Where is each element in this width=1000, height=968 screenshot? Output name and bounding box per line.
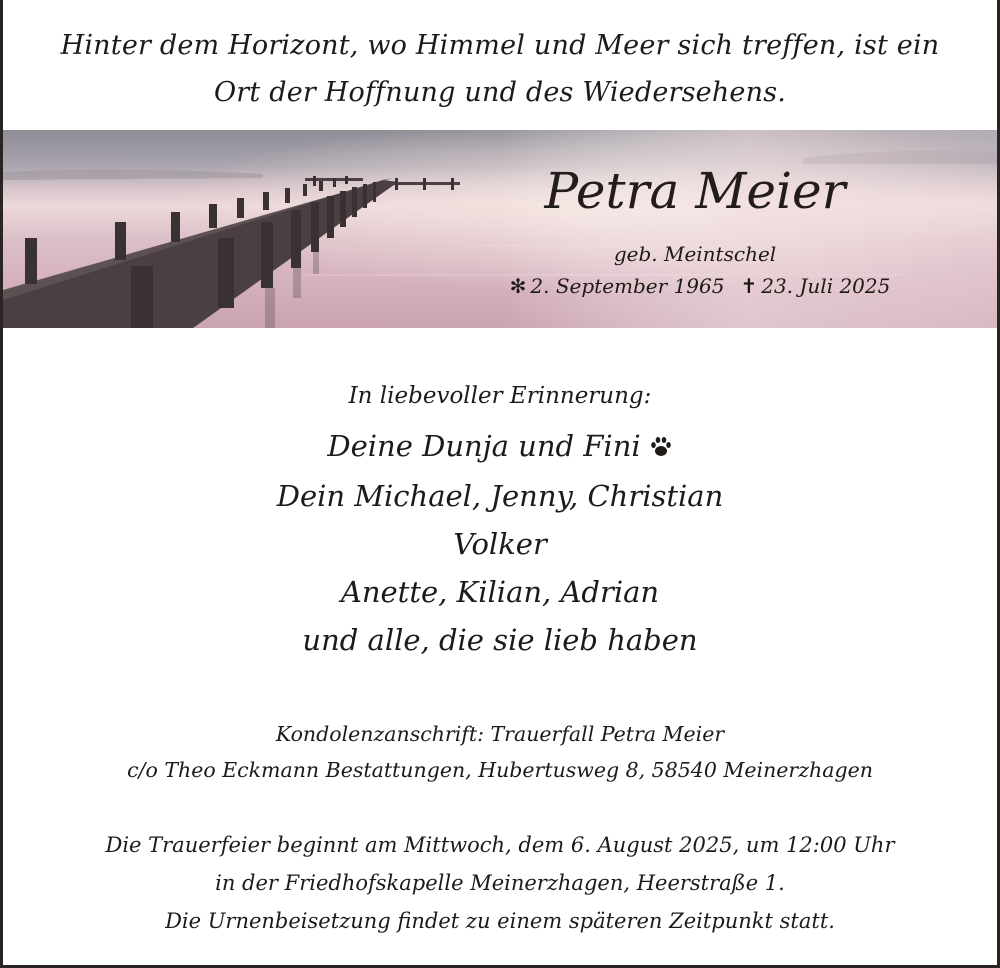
motto-quote: [0, 22, 1000, 116]
life-dates: [470, 272, 930, 300]
funeral-service-info: [0, 826, 1000, 940]
service-line-1: Die Trauerfeier beginnt am Mittwoch, dem 6. August 2025, um 12:00 Uhr: [105, 833, 895, 857]
service-line-3: Die Urnenbeisetzung findet zu einem späteren Zeitpunkt statt.: [165, 909, 835, 933]
death-date: 23. Juli 2025: [761, 274, 891, 298]
condolence-address: [0, 716, 1000, 788]
mourners-list: [0, 422, 1000, 664]
service-line-2: in der Friedhofskapelle Meinerzhagen, Heerstraße 1.: [215, 871, 785, 895]
motto-line-2: Ort der Hoffnung und des Wiedersehens.: [213, 77, 787, 108]
mourner-line: Anette, Kilian, Adrian: [340, 575, 660, 609]
birth-name: geb. Meintschel: [613, 242, 777, 266]
mourner-line: und alle, die sie lieb haben: [302, 623, 698, 657]
death-cross-icon: ✝: [740, 274, 758, 298]
paw-print-icon: [649, 424, 673, 472]
mourner-line: Deine Dunja und Fini: [0, 422, 1000, 472]
birth-date: 2. September 1965: [530, 274, 725, 298]
birth-star-icon: ✻: [509, 274, 527, 298]
mourner-line: Volker: [453, 527, 547, 561]
mourner-line: Dein Michael, Jenny, Christian: [276, 479, 724, 513]
condolence-line-1: Kondolenzanschrift: Trauerfall Petra Meier: [275, 722, 725, 746]
memory-label: In liebevoller Erinnerung:: [348, 383, 652, 409]
deceased-name: Petra Meier: [544, 162, 846, 220]
condolence-line-2: c/o Theo Eckmann Bestattungen, Hubertusweg 8, 58540 Meinerzhagen: [127, 758, 873, 782]
motto-line-1: Hinter dem Horizont, wo Himmel und Meer sich treffen, ist ein: [60, 30, 940, 61]
